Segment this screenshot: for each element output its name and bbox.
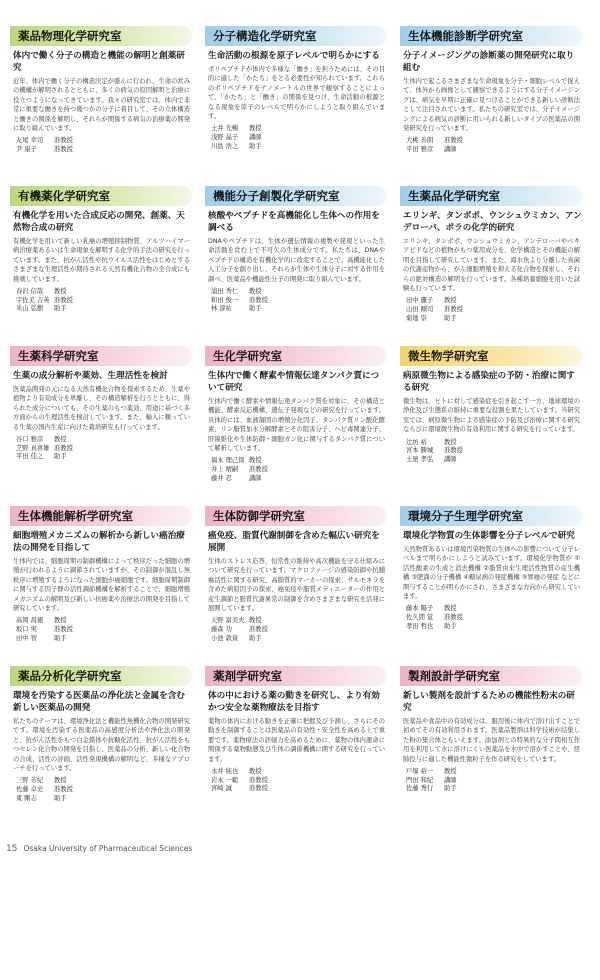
staff-row xyxy=(406,623,582,632)
staff-row xyxy=(16,436,192,445)
staff-title: 助手 xyxy=(249,634,262,642)
lab-subtitle: 体の中における薬の動きを研究し、より有効かつ安全な薬物療法を目指す xyxy=(208,691,380,713)
lab-subtitle: 環境を汚染する医薬品の浄化法と金属を含む新しい医薬品の開発 xyxy=(13,691,185,713)
lab-description: 薬物の体内における動きを正確に把握及び予測し、さらにその動きを制御することは医薬品の有効性・安全性を高める上で重要です。薬物療法の評価力を高めるために、薬物の体内運命に関係する薬物動態及び生体の調節機構に関する研究を行っています。 xyxy=(208,718,385,763)
staff-row xyxy=(16,453,192,462)
lab-card-pharmaceutical-chemistry xyxy=(8,20,194,180)
staff-row xyxy=(406,306,582,315)
lab-title: 製剤設計学研究室 xyxy=(400,666,582,686)
lab-card-organic-chemistry xyxy=(8,180,194,340)
staff-row xyxy=(211,134,387,143)
lab-subtitle: 病原微生物による感染症の予防・治療に関する研究 xyxy=(403,371,575,393)
lab-title: 微生物学研究室 xyxy=(400,346,582,366)
staff-title: 助手 xyxy=(54,634,67,642)
staff-name: 宇佐美 吉英 xyxy=(16,296,50,304)
lab-subtitle: 体内で働く分子の構造と機能の解明と創薬研究 xyxy=(13,51,185,73)
staff-row xyxy=(211,297,387,306)
staff-title: 准教授 xyxy=(54,786,73,794)
staff-title: 准教授 xyxy=(249,296,268,304)
staff-title: 助手 xyxy=(249,305,262,313)
lab-card-pharmaceutical-natural-products xyxy=(398,180,584,340)
staff-name: 佐久間 覚 xyxy=(406,614,434,622)
lab-description: 医薬品開発の元になる天然有機化合物を探索するため、生薬や植物より有効成分を単離し、その構造解析を行うとともに、得られた成分についても、その生薬のもつ薬効、用途に基づく多方面からの生理活性を検討しています。また、輸入に頼っている生薬の国内生産に向けた栽培研究も行っています。 xyxy=(13,386,190,431)
staff-name: 米山 弘樹 xyxy=(16,305,44,313)
staff-name: 平田 佳之 xyxy=(16,453,44,461)
lab-card-environmental-toxicology xyxy=(398,500,584,660)
lab-subtitle: エリンギ、タンポポ、ウンシュウミカン、アンデローバ、ポラの化学的研究 xyxy=(403,211,582,233)
staff-title: 准教授 xyxy=(444,306,463,314)
staff-row xyxy=(16,635,192,644)
staff-name: 永井 純也 xyxy=(211,768,239,776)
staff-name: 坂口 実 xyxy=(16,626,37,634)
staff-name: 平田 雅彦 xyxy=(406,146,434,154)
staff-name: 田中 麗子 xyxy=(406,297,434,305)
lab-card-pharmacognosy xyxy=(8,340,194,500)
staff-title: 助手 xyxy=(444,314,457,322)
staff-name: 田中 智 xyxy=(16,634,37,642)
lab-card-pharmacy-science xyxy=(203,660,389,960)
lab-title: 有機薬化学研究室 xyxy=(10,186,192,206)
staff-row xyxy=(16,146,192,155)
staff-title: 教授 xyxy=(444,768,457,776)
staff-list xyxy=(406,297,582,323)
staff-list xyxy=(406,137,582,154)
staff-name: 三野 芳紀 xyxy=(16,777,44,785)
lab-title: 薬剤学研究室 xyxy=(205,666,387,686)
staff-name: 天野 富美夫 xyxy=(211,617,245,625)
staff-row xyxy=(406,785,582,794)
staff-list xyxy=(211,457,387,483)
staff-title: 教授 xyxy=(249,288,262,296)
staff-title: 教授 xyxy=(444,438,457,446)
lab-title: 薬品分析化学研究室 xyxy=(10,666,192,686)
staff-title: 准教授 xyxy=(54,296,73,304)
staff-name: 友尾 幸司 xyxy=(16,137,44,145)
staff-title: 教授 xyxy=(444,605,457,613)
lab-card-bioimaging-diagnostics xyxy=(398,20,584,180)
staff-name: 谷口 雅彦 xyxy=(16,436,44,444)
staff-name: 福永 理己郎 xyxy=(211,457,245,465)
staff-list xyxy=(406,439,582,465)
staff-list xyxy=(211,125,387,151)
staff-row xyxy=(211,626,387,635)
staff-list xyxy=(16,617,192,643)
staff-name: 土井 光暢 xyxy=(211,125,239,133)
staff-row xyxy=(16,626,192,635)
lab-title: 機能分子創製化学研究室 xyxy=(205,186,387,206)
staff-name: 藤井 忍 xyxy=(211,474,232,482)
staff-row xyxy=(16,786,192,795)
staff-name: 高岡 昌徳 xyxy=(16,617,44,625)
staff-title: 准教授 xyxy=(54,137,73,145)
staff-row xyxy=(16,288,192,297)
staff-name: 尹 康子 xyxy=(16,146,37,154)
staff-row xyxy=(211,785,387,794)
staff-title: 助手 xyxy=(249,142,262,150)
lab-subtitle: 生薬の成分解析や薬効、生理活性を検討 xyxy=(13,371,168,381)
staff-row xyxy=(406,297,582,306)
staff-row xyxy=(211,777,387,786)
staff-list xyxy=(211,617,387,643)
staff-title: 教授 xyxy=(54,617,67,625)
staff-name: 春沢 信哉 xyxy=(16,288,44,296)
staff-list xyxy=(16,436,192,462)
staff-title: 准教授 xyxy=(54,626,73,634)
lab-card-host-defense xyxy=(203,500,389,660)
lab-description: 近年、体内で働く分子の構造決定が盛んに行われ、生命の営みの機構が解明されるとともに、多くの病気の原因解明と治療に役立つようになってきています。我々の研究室では、体内で非常に重要な働きを持つ幾つかの分子に着目して、その立体構造と働きの関係を解明し、それらが関係する病気の治療薬の開発に取り組んでいます。 xyxy=(13,78,190,133)
staff-row xyxy=(406,146,582,155)
staff-row xyxy=(211,305,387,314)
staff-row xyxy=(406,447,582,456)
staff-name: 井上 晴嗣 xyxy=(211,466,239,474)
staff-name: 佐藤 卓史 xyxy=(16,786,44,794)
lab-description: ポリペプチドが体内で多様な「働き」を担うためには、その目的に適した「かたち」をとる必要性が知られています。これらのポリペプチドをナノメートルの世界で観察することによって、「かたち」と「働き」の関係を見つけ、生命活動の根源となる現象を原子のレベルで明らかにしようと取り組んでいます。 xyxy=(208,66,385,121)
staff-name: 土屋 孝弘 xyxy=(406,455,434,463)
staff-name: 和田 俊一 xyxy=(211,296,239,304)
staff-list xyxy=(406,605,582,631)
staff-name: 浅野 晶子 xyxy=(211,134,239,142)
staff-name: 宮崎 誠 xyxy=(211,785,232,793)
staff-title: 教授 xyxy=(54,436,67,444)
lab-subtitle: 環境化学物質の生体影響を分子レベルで研究 xyxy=(403,531,575,541)
staff-row xyxy=(406,137,582,146)
staff-title: 准教授 xyxy=(249,626,268,634)
lab-card-biochemistry xyxy=(203,340,389,500)
staff-name: 菊地 崇 xyxy=(406,314,427,322)
staff-name: 川島 浩之 xyxy=(211,142,239,150)
lab-card-molecular-structure xyxy=(203,20,389,180)
lab-subtitle: 核酸やペプチドを高機能化し生体への作用を調べる xyxy=(208,211,380,233)
lab-description: DNAやペプチドは、生体が遺伝情報の複製や発現といった生命活動を営む上で不可欠の生体成分です。私たちは、DNAやペプチドの構造を有機化学的に改変することで、高機能化した人工分子を創り出し、それらが生体や生体分子に対する作用を調べ、医薬品や機能性分子の開発に取り組んでいます。 xyxy=(208,238,385,283)
staff-row xyxy=(16,795,192,804)
staff-name: 小池 敦資 xyxy=(211,634,239,642)
staff-list xyxy=(16,137,192,154)
staff-row xyxy=(211,768,387,777)
page-footer xyxy=(6,844,192,854)
staff-title: 教授 xyxy=(54,288,67,296)
staff-title: 教授 xyxy=(444,297,457,305)
staff-name: 戸塚 裕一 xyxy=(406,768,434,776)
staff-title: 教授 xyxy=(249,617,262,625)
lab-description: 生体内では、細胞周期の制御機構によって秩序だった細胞の増殖が行われるように調節されていますが、その制御が混乱し無秩序に増殖するようになった細胞が癌細胞です。細胞周期制御に関与する因子群の活性調節機構を解析することで、細胞増殖メカニズムの解明及び新しい抗癌薬や治療法の開発を目指して研究しています。 xyxy=(13,558,190,613)
lab-title: 分子構造化学研究室 xyxy=(205,26,387,46)
staff-row xyxy=(211,635,387,644)
staff-name: 門田 和紀 xyxy=(406,776,434,784)
staff-title: 准教授 xyxy=(249,466,268,474)
staff-title: 准教授 xyxy=(249,785,268,793)
staff-name: 芝野 真喜雄 xyxy=(16,444,50,452)
staff-name: 藤森 功 xyxy=(211,626,232,634)
staff-row xyxy=(406,768,582,777)
staff-title: 講師 xyxy=(444,776,457,784)
lab-description: 生体のストレス応答、恒常性の維持や高次機能を守る仕組みについて研究を行っています。マクロファージの感染防御や抗腫瘍活性に関する研究、高脂質的マーカーの探索、サルモネラを含めた病原因子の探索、癌免疫や脂質メディエーターの作用と産生調節と脂質代謝異常の制御を含めさまざまな研究を活発に展開しています。 xyxy=(208,558,385,613)
staff-name: 大桃 善朗 xyxy=(406,137,434,145)
staff-row xyxy=(16,777,192,786)
staff-list xyxy=(211,768,387,794)
lab-subtitle: 有機化学を用いた合成反応の開発、創薬、天然物合成の研究 xyxy=(13,211,185,233)
lab-title: 生体機能診断学研究室 xyxy=(400,26,582,46)
lab-card-pharmaceutical-formulation xyxy=(398,660,584,960)
staff-row xyxy=(406,777,582,786)
staff-row xyxy=(211,143,387,152)
staff-list xyxy=(406,768,582,794)
staff-title: 准教授 xyxy=(54,444,73,452)
staff-list xyxy=(211,288,387,314)
staff-name: 岩永 一範 xyxy=(211,776,239,784)
staff-name: 辻坊 裕 xyxy=(406,438,427,446)
university-name: Osaka University of Pharmaceutical Sciences xyxy=(23,844,193,853)
staff-row xyxy=(211,617,387,626)
staff-title: 准教授 xyxy=(54,146,73,154)
page-number: 15 xyxy=(6,844,18,854)
staff-title: 教授 xyxy=(249,768,262,776)
staff-row xyxy=(16,137,192,146)
staff-name: 孝田 哲也 xyxy=(406,622,434,630)
staff-title: 准教授 xyxy=(444,614,463,622)
lab-description: 天然物質あるいは環境汚染物質の生体への影響について分子レベルまで明らかにしようと試みています。環境化学物質が ①活性酸素の生成と消去機構 ②脂質由来生理活性物質の産生機構 ③肥満の分子機構 ④糖尿病の発症機構 ⑤胃癌の発症 などに関与することが明らかにされ、さまざまな方向から研究しています。 xyxy=(403,546,580,601)
staff-title: 教授 xyxy=(249,457,262,465)
lab-subtitle: 生命活動の根源を原子レベルで明らかにする xyxy=(208,51,380,61)
staff-title: 講師 xyxy=(249,474,262,482)
staff-list xyxy=(16,777,192,803)
staff-name: 宮本 勝城 xyxy=(406,447,434,455)
staff-row xyxy=(16,297,192,306)
staff-title: 講師 xyxy=(444,455,457,463)
staff-title: 助手 xyxy=(444,622,457,630)
lab-description: 微生物は、ヒトに対して感染症を引き起こす一方、地球環境の浄化及び生態系の維持に重要な役割を果たしています。当研究室では、病原微生物による感染症の予防及び治療に関する研究ならびに環境微生物の有効利用に関する研究を行っています。 xyxy=(403,398,580,434)
lab-title: 生体機能解析学研究室 xyxy=(10,506,192,526)
staff-title: 准教授 xyxy=(249,776,268,784)
lab-card-functional-molecule-design xyxy=(203,180,389,340)
lab-subtitle: 生体内で働く酵素や情報伝達タンパク質について研究 xyxy=(208,371,380,393)
staff-row xyxy=(406,439,582,448)
lab-card-cell-function-analysis xyxy=(8,500,194,660)
staff-name: 浦田 秀仁 xyxy=(211,288,239,296)
staff-title: 助手 xyxy=(54,453,67,461)
staff-title: 助手 xyxy=(54,794,67,802)
staff-row xyxy=(406,605,582,614)
staff-row xyxy=(211,475,387,484)
lab-title: 生薬品化学研究室 xyxy=(400,186,582,206)
staff-title: 助手 xyxy=(54,305,67,313)
lab-description: 有機化学を用いて新しい乳癌の増殖抑制物質、アルツハイマー病治療薬あるいは生命現象を解明する化学的手法の研究を行っています。また、抗がん活性や抗ウイルス活性をはじめとするさまざまな生理活性が期待される天然有機化合物の全合成にも挑戦しています。 xyxy=(13,238,190,283)
lab-title: 生化学研究室 xyxy=(205,346,387,366)
lab-title: 生体防御学研究室 xyxy=(205,506,387,526)
staff-title: 教授 xyxy=(249,125,262,133)
staff-title: 准教授 xyxy=(444,137,463,145)
staff-title: 助手 xyxy=(444,785,457,793)
staff-name: 林 淳祐 xyxy=(211,305,232,313)
lab-description: 医薬品や食品中の有効成分は、服用後に体内で溶け出すことで初めてその有効利用されます。医薬品製剤は科学技術が結集した粉の集合体ともいえます。添加剤との特異的な分子間相互作用を利用して水に溶けにくい医薬品を水中で溶かすことや、経肺投与に適した機能性微粒子を作る研究をしています。 xyxy=(403,718,580,763)
lab-grid xyxy=(8,20,584,980)
lab-title: 生薬科学研究室 xyxy=(10,346,192,366)
lab-subtitle: 細胞増殖メカニズムの解析から新しい癌治療法の開発を目指して xyxy=(13,531,185,553)
staff-row xyxy=(16,617,192,626)
staff-title: 准教授 xyxy=(444,447,463,455)
lab-card-microbiology xyxy=(398,340,584,500)
lab-description: 生体内で起こるさまざまな生命現象を分子・細胞レベルで捉えて、体外から画像として観察できるようにする分子イメージングは、病気を早期に正確に見つけることができる新しい診断法として注目されています。私たちの研究室では、分子イメージングによる病気の診断に用いられる新しいタイプの医薬品の開発研究を行っています。 xyxy=(403,78,580,133)
staff-title: 講師 xyxy=(444,146,457,154)
staff-name: 山田 剛司 xyxy=(406,306,434,314)
lab-card-pharmaceutical-analysis xyxy=(8,660,194,960)
staff-title: 講師 xyxy=(249,134,262,142)
staff-row xyxy=(406,614,582,623)
staff-name: 藤本 陽子 xyxy=(406,605,434,613)
lab-description: エリンギ、タンポポ、ウンシュウミカン、アンデローバやベキアピドなどの植物がもつ薬用成分を、化学構造とその機能の解明を目指して研究しています。また、海水魚より分離した真菌の代謝産物から、がん細胞増殖を抑える化合物を探索し、それらの絶対構造の解明を行っています。各種培養細胞を用いた試験も行っています。 xyxy=(403,238,580,293)
staff-name: 東 剛志 xyxy=(16,794,37,802)
staff-row xyxy=(406,315,582,324)
staff-row xyxy=(211,457,387,466)
staff-row xyxy=(406,456,582,465)
staff-row xyxy=(211,288,387,297)
staff-row xyxy=(211,466,387,475)
staff-row xyxy=(211,125,387,134)
staff-row xyxy=(16,445,192,454)
lab-subtitle: 分子イメージングの診断薬の開発研究に取り組む xyxy=(403,51,575,73)
staff-name: 佐藤 秀行 xyxy=(406,785,434,793)
lab-subtitle: 新しい製剤を設計するための機能性粉末の研究 xyxy=(403,691,575,713)
staff-row xyxy=(16,305,192,314)
lab-description: 生体内で働く酵素や情報伝達タンパク質を対象に、その構造と機能、酵素反応機構、遺伝子発現などの研究を行っています。具体的には、血液凝固の増殖分化因子、タンパク質リン酸化酵素、リン脂質加水分解酵素とその阻害分子、ヘビ毒関連分子、肝線維化や生体防御・細胞ガン化に関与するタンパク質について解析しています。 xyxy=(208,398,385,453)
staff-title: 教授 xyxy=(54,777,67,785)
staff-list xyxy=(16,288,192,314)
lab-description: 私たちのテーマは、環境浄化法と機能性無機化合物の開発研究です。環境を汚染する医薬品の高感度分析法や浄化法の開発と、抗がん活性をもつ白金錯体や抗糖化活性、抗がん活性をもつセレン化合物の開発を目指し、医薬品の分析、新しい化合物の合成、活性の評価、活性発現機構の解明など、多様なアプローチを行っています。 xyxy=(13,718,190,773)
lab-subtitle: 癌免疫、脂質代謝制御を含めた幅広い研究を展開 xyxy=(208,531,380,553)
lab-title: 環境分子生理学研究室 xyxy=(400,506,582,526)
lab-title: 薬品物理化学研究室 xyxy=(10,26,192,46)
